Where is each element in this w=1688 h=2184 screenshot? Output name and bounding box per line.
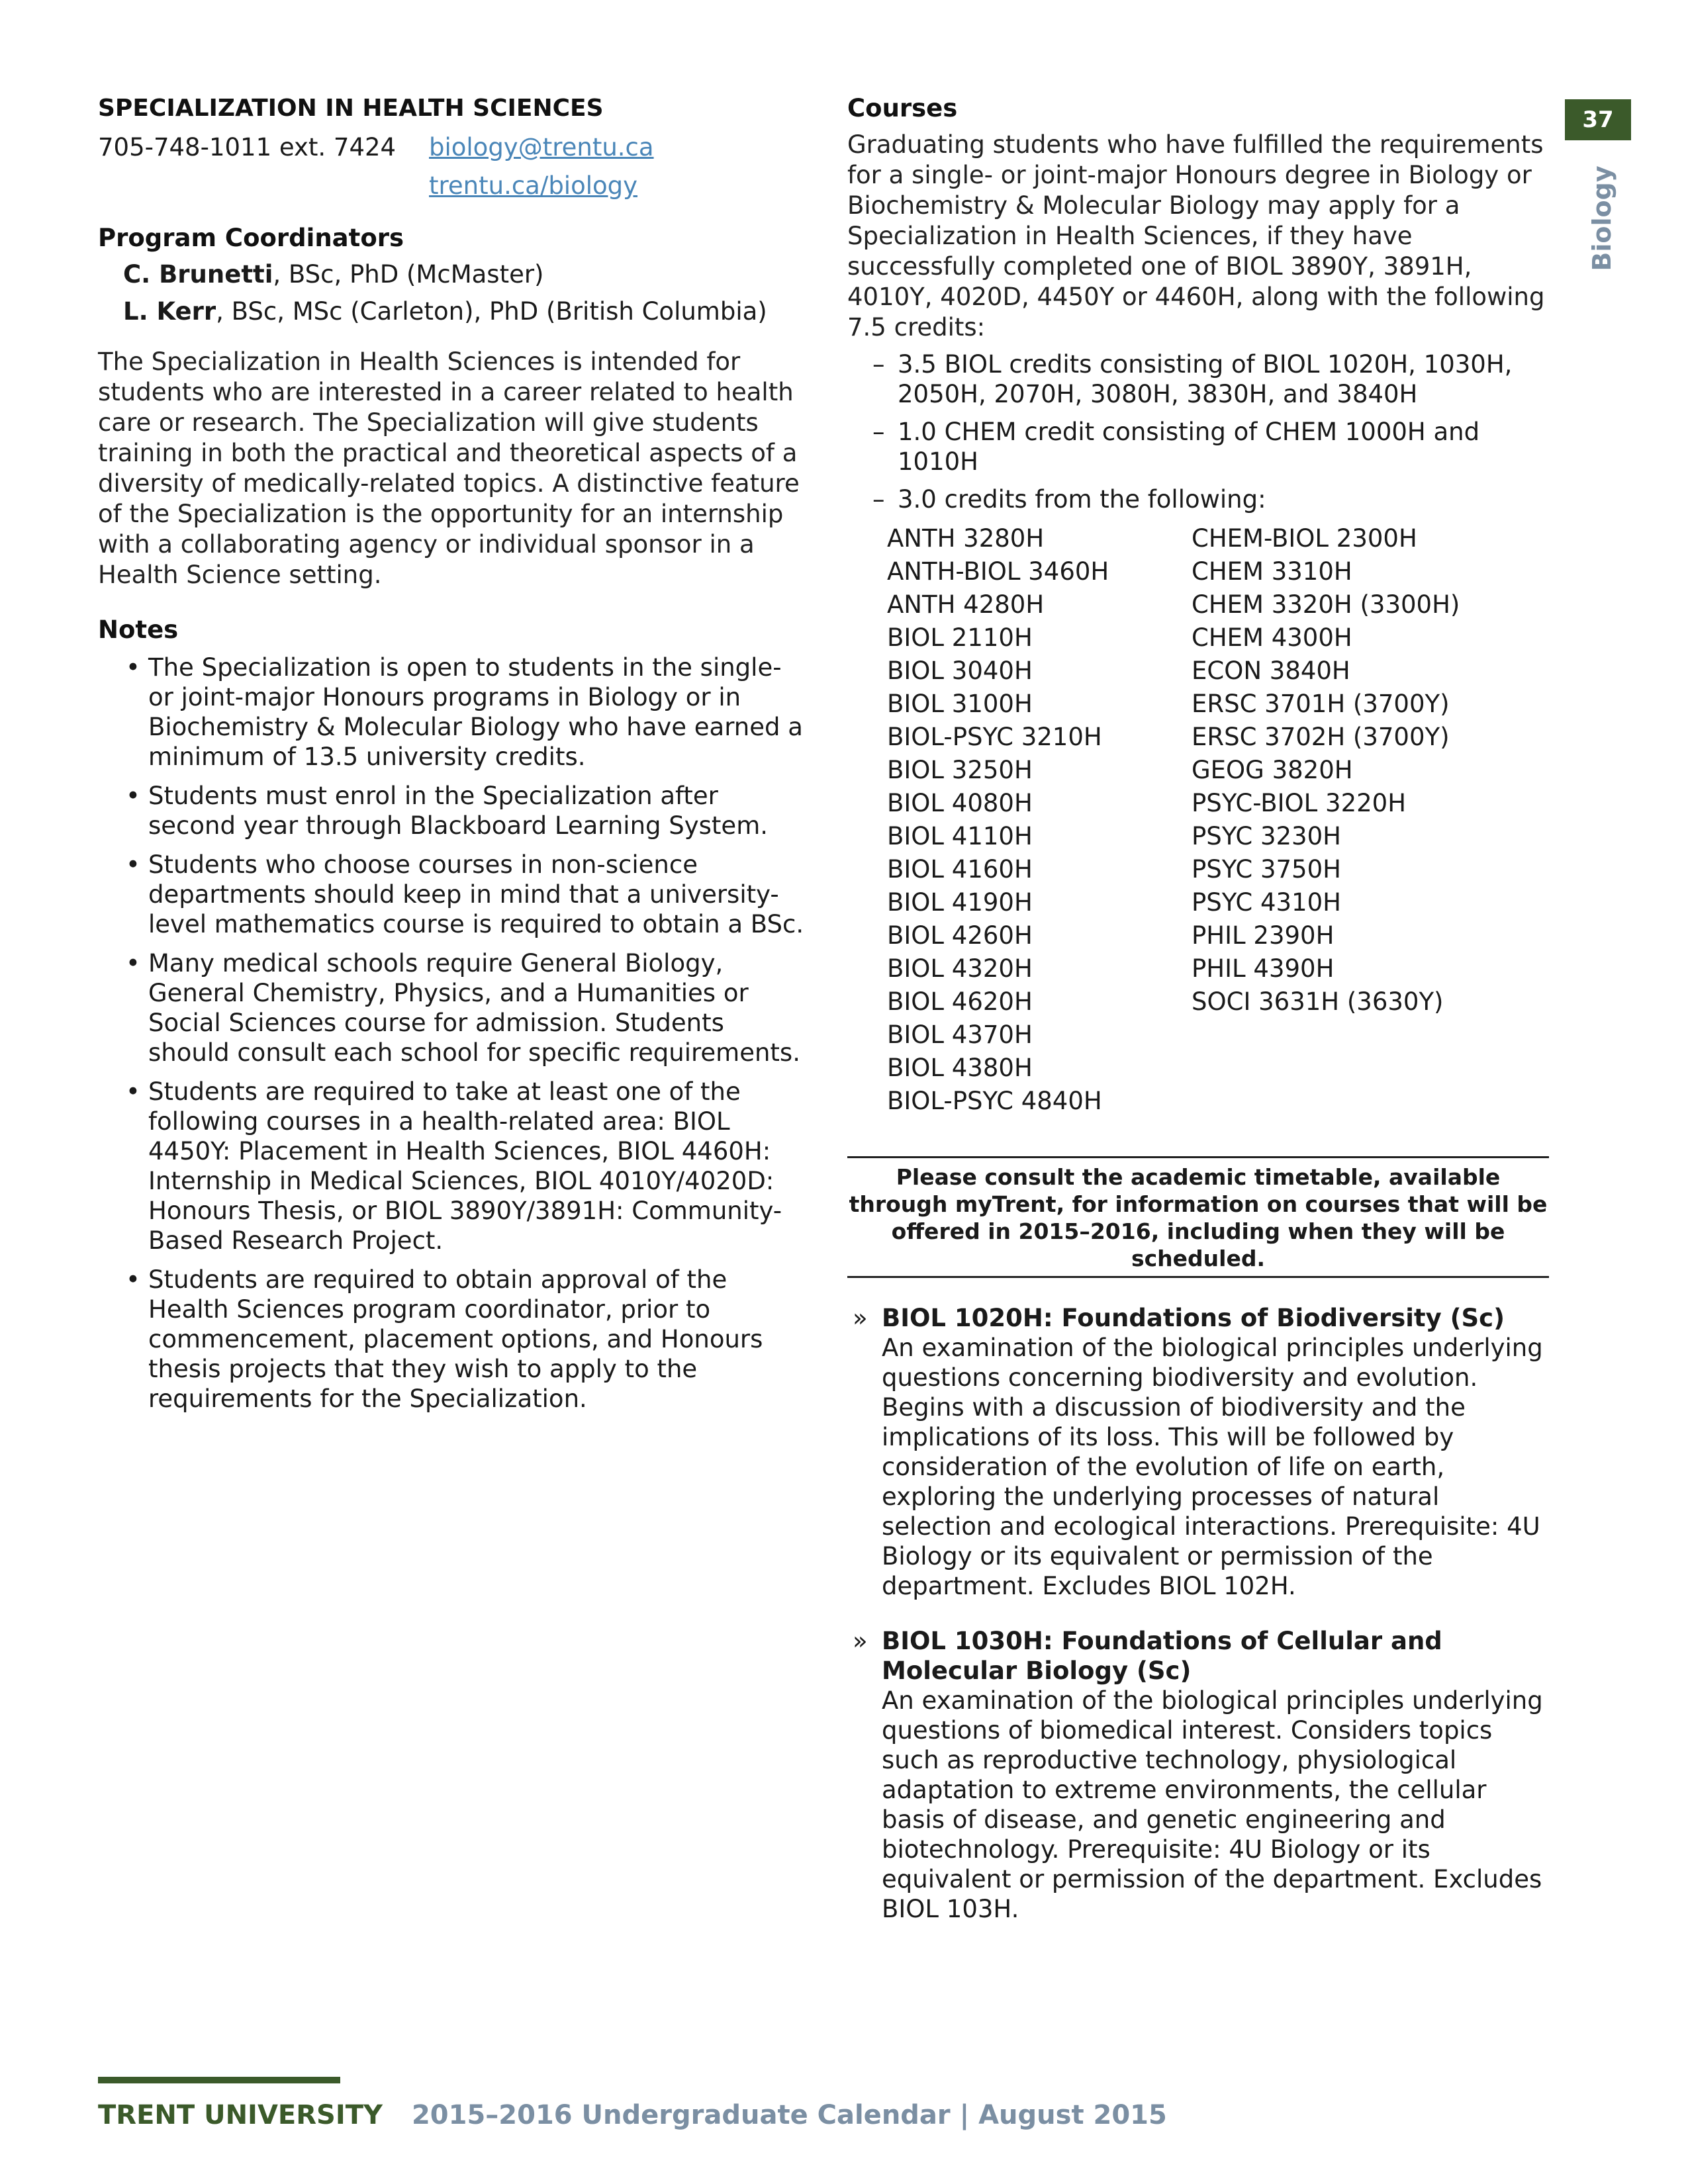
- courses-heading: Courses: [847, 94, 958, 122]
- coordinators-heading: Program Coordinators: [98, 224, 404, 252]
- footer: [98, 2098, 1167, 2132]
- course-code: BIOL 4190H: [887, 888, 1033, 917]
- side-label-text: Biology: [1587, 165, 1617, 271]
- footer-calendar: 2015–2016 Undergraduate Calendar | August 2015: [411, 2100, 1167, 2130]
- note-item: • Students who choose courses in non-science departments should keep in mind that a university-level mathematics course is required to obtain a BSc.: [98, 850, 813, 939]
- coordinator-name: L. Kerr: [123, 297, 216, 326]
- contact-info: [98, 128, 813, 205]
- course-code: BIOL 4080H: [887, 789, 1033, 817]
- requirement-item: – 3.5 BIOL credits consisting of BIOL 1020H, 1030H, 2050H, 2070H, 3080H, 3830H, and 3840H: [847, 349, 1549, 409]
- course-code: BIOL 4320H: [887, 954, 1033, 983]
- coordinator-credentials: , BSc, PhD (McMaster): [273, 260, 544, 289]
- course-code: BIOL-PSYC 3210H: [887, 723, 1102, 751]
- phone-number: 705-748-1011 ext. 7424: [98, 133, 397, 161]
- page-number: 37: [1565, 99, 1631, 140]
- note-item: • Many medical schools require General Biology, General Chemistry, Physics, and a Humanities or Social Sciences course for admission. Students should consult each school for specific requirements.: [98, 948, 813, 1068]
- requirement-item: – 1.0 CHEM credit consisting of CHEM 1000H and 1010H: [847, 417, 1549, 477]
- course-code: BIOL 3040H: [887, 657, 1033, 685]
- course-code: PSYC 4310H: [1192, 888, 1341, 917]
- coordinator-name: C. Brunetti: [123, 260, 273, 289]
- course-code: BIOL 4380H: [887, 1054, 1033, 1082]
- intro-paragraph: The Specialization in Health Sciences is intended for students who are interested in a career related to health care or research. The Specialization will give students training in both the practical and theoretical aspects of a diversity of medically-related topics. A distinctive feature of the Specialization is the opportunity for an internship with a collaborating agency or individual sponsor in a Health Science setting.: [98, 347, 800, 589]
- course-code: ECON 3840H: [1192, 657, 1350, 685]
- course-code: BIOL 4370H: [887, 1021, 1033, 1049]
- course-code: PSYC 3230H: [1192, 822, 1341, 850]
- note-item: • Students are required to obtain approval of the Health Sciences program coordinator, prior to commencement, placement options, and Honours thesis projects that they wish to apply to the requirements for the Specialization.: [98, 1265, 813, 1414]
- course-code: BIOL 4260H: [887, 921, 1033, 950]
- course-code: BIOL 4620H: [887, 987, 1033, 1016]
- footer-university: TRENT UNIVERSITY: [98, 2100, 383, 2130]
- course-code: CHEM 3310H: [1192, 557, 1352, 586]
- email-link[interactable]: biology@trentu.ca: [429, 133, 654, 161]
- course-code: PSYC 3750H: [1192, 855, 1341, 884]
- courses-intro: Graduating students who have fulfilled the requirements for a single- or joint-major Honours degree in Biology or Biochemistry & Molecular Biology may apply for a Specialization in Health Sciences, if they have successfully completed one of BIOL 3890Y, 3891H, 4010Y, 4020D, 4450Y or 4460H, along with the following 7.5 credits:: [847, 130, 1545, 341]
- course-code: GEOG 3820H: [1192, 756, 1353, 784]
- elective-course-list: [847, 522, 1549, 1118]
- chevron-right-icon: »: [853, 1304, 868, 1332]
- requirement-item: – 3.0 credits from the following:: [847, 484, 1549, 514]
- course-code: ERSC 3701H (3700Y): [1192, 690, 1450, 718]
- course-code: BIOL 3100H: [887, 690, 1033, 718]
- coordinator-credentials: , BSc, MSc (Carleton), PhD (British Columbia): [216, 297, 767, 326]
- website-link[interactable]: trentu.ca/biology: [429, 171, 638, 200]
- course-code: ERSC 3702H (3700Y): [1192, 723, 1450, 751]
- course-column-1: [887, 522, 1192, 1118]
- course-title: BIOL 1020H: Foundations of Biodiversity (Sc): [882, 1304, 1505, 1332]
- course-description: An examination of the biological principles underlying questions concerning biodiversity and evolution. Begins with a discussion of biodiversity and the implications of its loss. This will be followed by consideration of the evolution of life on earth, exploring the underlying processes of natural selection and ecological interactions. Prerequisite: 4U Biology or its equivalent or permission of the department. Excludes BIOL 102H.: [882, 1334, 1543, 1600]
- right-column: [847, 93, 1549, 1924]
- coordinator-item: [98, 291, 813, 332]
- course-entry: [847, 1303, 1549, 1601]
- footer-rule: [98, 2077, 340, 2083]
- note-item: • Students are required to take at least one of the following courses in a health-related area: BIOL 4450Y: Placement in Health Sciences, BIOL 4460H: Internship in Medical Sciences, BIOL 4010Y/4020D: Honours Thesis, or BIOL 3890Y/3891H: Community-Based Research Project.: [98, 1077, 813, 1255]
- course-code: BIOL 4110H: [887, 822, 1033, 850]
- course-code: BIOL 4160H: [887, 855, 1033, 884]
- notes-heading: Notes: [98, 615, 179, 644]
- section-title: SPECIALIZATION IN HEALTH SCIENCES: [98, 95, 604, 122]
- notes-list: [98, 653, 813, 1414]
- course-code: PHIL 4390H: [1192, 954, 1335, 983]
- course-entry: [847, 1626, 1549, 1924]
- section-side-label: [1582, 159, 1622, 278]
- course-code: ANTH 3280H: [887, 524, 1045, 553]
- course-code: CHEM 4300H: [1192, 623, 1352, 652]
- course-code: SOCI 3631H (3630Y): [1192, 987, 1444, 1016]
- course-column-2: [1192, 522, 1460, 1118]
- course-code: PHIL 2390H: [1192, 921, 1335, 950]
- course-code: ANTH-BIOL 3460H: [887, 557, 1109, 586]
- timetable-notice: Please consult the academic timetable, available through myTrent, for information on courses that will be offered in 2015–2016, including when they will be scheduled.: [847, 1156, 1549, 1278]
- course-code: ANTH 4280H: [887, 590, 1045, 619]
- course-code: BIOL-PSYC 4840H: [887, 1087, 1102, 1115]
- course-code: BIOL 2110H: [887, 623, 1033, 652]
- course-description: An examination of the biological principles underlying questions of biomedical interest. Considers topics such as reproductive technology, physiological adaptation to extreme environments, the cellular basis of disease, and genetic engineering and biotechnology. Prerequisite: 4U Biology or its equivalent or permission of the department. Excludes BIOL 103H.: [882, 1686, 1543, 1923]
- left-column: [98, 93, 813, 1423]
- course-code: CHEM-BIOL 2300H: [1192, 524, 1417, 553]
- course-code: BIOL 3250H: [887, 756, 1033, 784]
- note-item: • The Specialization is open to students in the single- or joint-major Honours programs in Biology or in Biochemistry & Molecular Biology who have earned a minimum of 13.5 university credits.: [98, 653, 813, 772]
- course-code: CHEM 3320H (3300H): [1192, 590, 1460, 619]
- course-code: PSYC-BIOL 3220H: [1192, 789, 1407, 817]
- contact-links: [429, 128, 654, 205]
- note-item: • Students must enrol in the Specialization after second year through Blackboard Learning System.: [98, 781, 813, 841]
- chevron-right-icon: »: [853, 1627, 868, 1655]
- course-title: BIOL 1030H: Foundations of Cellular and Molecular Biology (Sc): [882, 1627, 1442, 1685]
- coordinator-item: [98, 254, 813, 295]
- requirements-list: [847, 349, 1549, 514]
